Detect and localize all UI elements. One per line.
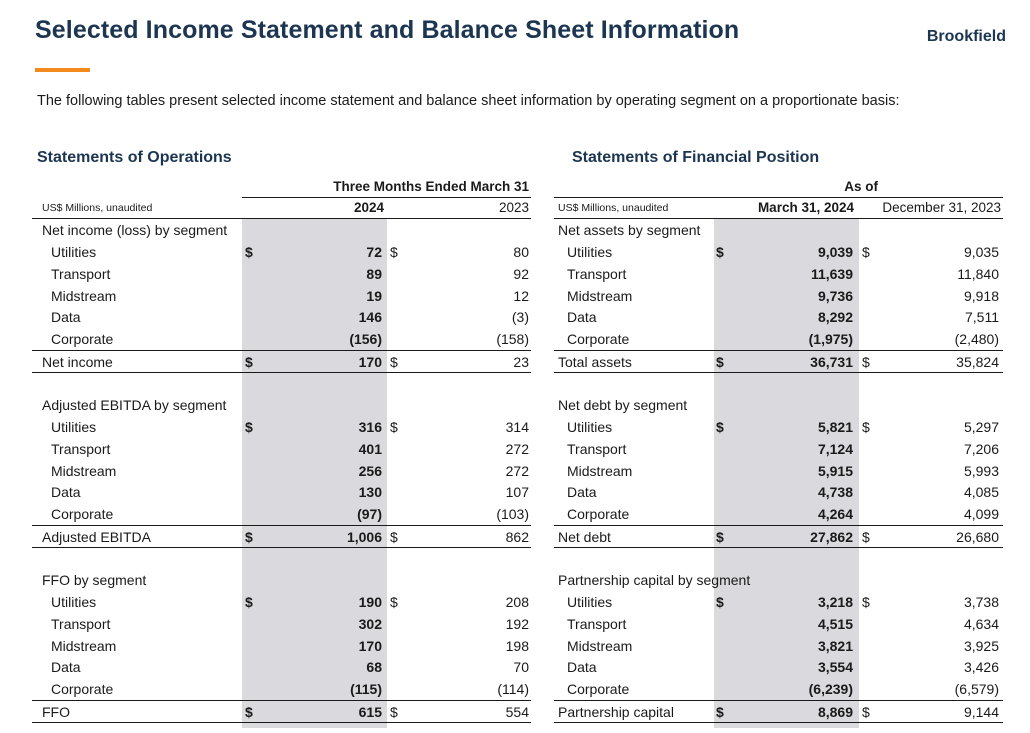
table-row [32,416,531,438]
table-row [554,460,1003,482]
value-current: 7,124 [817,440,853,457]
value-prior: 314 [505,419,529,435]
table-row [32,241,531,263]
value-prior: 192 [505,615,529,632]
table-row [32,678,531,700]
value-current: 316 [358,419,382,435]
row-label: Utilities [51,419,97,435]
row-label: Midstream [51,287,117,304]
currency-symbol: $ [862,354,870,370]
intro-text: The following tables present selected income statement and balance sheet information by operating segment on a proportionate basis: [37,93,900,109]
value-prior: 26,680 [956,529,999,545]
row-label: Data [51,659,81,676]
row-label: Net income [42,354,113,370]
value-current: 68 [366,659,382,676]
value-prior: (114) [497,681,529,698]
row-label: Net debt [558,529,611,545]
value-current: 190 [358,594,382,610]
currency-symbol: $ [390,244,398,260]
table-row [32,306,531,328]
row-label: Transport [51,615,111,632]
value-current: (6,239) [808,681,853,698]
row-label: Corporate [567,506,630,523]
section-header [32,569,531,591]
total-row [32,700,531,723]
value-current: 89 [366,265,382,282]
row-label: Partnership capital by segment [558,572,751,588]
value-prior: 12 [513,287,529,304]
table-row [32,285,531,307]
row-label: Transport [567,615,627,632]
value-current: 11,639 [810,265,853,282]
value-prior: (103) [496,506,529,523]
value-current: 5,821 [817,419,853,435]
row-label: Data [567,484,597,501]
row-label: Partnership capital [558,704,674,720]
value-current: 401 [358,440,382,457]
section-header [32,219,531,241]
section-header [554,569,1003,591]
value-prior: 107 [505,484,529,501]
brand-logo: Brookfield [926,28,1006,45]
value-prior: 5,297 [963,419,999,435]
table-row [554,591,1003,613]
row-label: Corporate [51,331,114,348]
currency-symbol: $ [716,704,724,720]
value-current: 302 [358,615,382,632]
header-rule [242,197,531,198]
currency-symbol: $ [390,419,398,435]
table-row [32,481,531,503]
value-prior: (158) [496,331,529,348]
row-label: Transport [567,440,627,457]
row-label: Midstream [567,637,633,654]
table-row [554,635,1003,657]
table-row [32,591,531,613]
value-prior: 4,085 [963,484,999,501]
accent-bar [35,68,90,72]
currency-symbol: $ [390,529,398,545]
value-prior: 11,840 [957,265,999,282]
value-prior: 7,206 [963,440,999,457]
currency-symbol: $ [245,529,253,545]
table-row [554,285,1003,307]
value-prior: 4,099 [963,506,999,523]
value-prior: 3,738 [963,594,999,610]
currency-symbol: $ [245,419,253,435]
total-row [554,525,1003,548]
value-prior: 272 [505,440,529,457]
value-prior: (2,480) [954,331,999,348]
row-label: Corporate [51,506,114,523]
value-current: 3,554 [817,659,853,676]
currency-symbol: $ [245,244,253,260]
value-prior: (3) [511,309,529,326]
table-row [32,503,531,525]
currency-symbol: $ [716,354,724,370]
row-label: Net debt by segment [558,397,688,413]
units-label: US$ Millions, unaudited [558,202,669,214]
value-current: 1,006 [346,529,382,545]
currency-symbol: $ [716,419,724,435]
value-current: 170 [358,354,382,370]
units-label: US$ Millions, unaudited [42,202,153,214]
currency-symbol: $ [716,529,724,545]
value-prior: 80 [513,244,529,260]
value-current: 72 [366,244,382,260]
value-prior: 92 [513,265,529,282]
operations-title: Statements of Operations [37,149,232,166]
value-prior: 35,824 [956,354,999,370]
total-row [554,700,1003,723]
value-current: 9,039 [817,244,853,260]
column-header-prior: December 31, 2023 [882,200,1001,215]
row-label: Utilities [567,419,613,435]
row-label: Corporate [567,681,630,698]
value-current: 5,915 [817,462,853,479]
currency-symbol: $ [390,704,398,720]
value-current: 130 [358,484,382,501]
row-label: Corporate [567,331,630,348]
table-row [554,438,1003,460]
row-label: Transport [51,440,111,457]
value-current: 27,862 [810,529,853,545]
value-current: 8,292 [817,309,853,326]
value-prior: 9,144 [963,704,999,720]
position-title: Statements of Financial Position [572,149,820,166]
row-label: Midstream [567,287,633,304]
column-header-prior: 2023 [498,200,529,215]
value-current: (156) [349,331,382,348]
financial-position-table [554,178,1003,728]
value-current: 4,515 [817,615,853,632]
row-label: Net assets by segment [558,222,701,238]
row-label: Total assets [558,354,632,370]
table-row [554,241,1003,263]
value-prior: 4,634 [963,615,999,632]
table-row [554,678,1003,700]
value-prior: 23 [513,354,529,370]
table-row [32,328,531,350]
row-label: Data [567,659,597,676]
table-row [32,656,531,678]
currency-symbol: $ [716,244,724,260]
value-current: 19 [366,287,382,304]
currency-symbol: $ [862,594,870,610]
value-prior: 272 [505,462,529,479]
row-label: Adjusted EBITDA by segment [42,397,227,413]
value-prior: 3,426 [963,659,999,676]
table-row [32,635,531,657]
row-label: Utilities [567,244,613,260]
currency-symbol: $ [390,594,398,610]
currency-symbol: $ [862,419,870,435]
currency-symbol: $ [862,704,870,720]
table-row [554,656,1003,678]
currency-symbol: $ [245,594,253,610]
row-label: Midstream [51,462,117,479]
value-prior: 9,035 [963,244,999,260]
row-label: Transport [567,265,627,282]
currency-symbol: $ [245,704,253,720]
table-row [554,306,1003,328]
value-current: 256 [358,462,382,479]
table-row [32,460,531,482]
currency-symbol: $ [245,354,253,370]
column-header-current: March 31, 2024 [757,200,854,215]
table-row [554,503,1003,525]
header-rule [554,197,1003,198]
value-current: 4,738 [817,484,853,501]
section-header [554,219,1003,241]
table-row [32,613,531,635]
total-row [32,350,531,373]
page-title: Selected Income Statement and Balance Sheet Information [35,16,740,44]
row-label: Utilities [51,244,97,260]
section-header [32,394,531,416]
currency-symbol: $ [390,354,398,370]
currency-symbol: $ [862,529,870,545]
currency-symbol: $ [862,244,870,260]
table-row [554,263,1003,285]
row-label: Utilities [567,594,613,610]
value-current: 9,736 [817,287,853,304]
table-row [32,438,531,460]
value-current: 4,264 [817,506,853,523]
row-label: FFO by segment [42,572,147,588]
column-header-current: 2024 [353,200,384,215]
value-current: 615 [358,704,382,720]
row-label: Data [51,309,81,326]
row-label: Transport [51,265,111,282]
value-prior: 198 [505,637,529,654]
row-label: Midstream [51,637,117,654]
value-prior: 554 [505,704,529,720]
period-header: As of [844,179,878,194]
value-prior: 3,925 [963,637,999,654]
period-header: Three Months Ended March 31 [333,179,529,194]
row-label: FFO [42,704,70,720]
table-row [554,613,1003,635]
row-label: Adjusted EBITDA [42,529,151,545]
total-row [32,525,531,548]
value-current: (115) [350,681,382,698]
value-current: 8,869 [817,704,853,720]
value-current: 3,218 [817,594,853,610]
value-current: 36,731 [810,354,853,370]
value-current: (1,975) [808,331,853,348]
value-prior: 9,918 [963,287,999,304]
table-row [554,328,1003,350]
table-row [32,263,531,285]
value-prior: 7,511 [965,309,999,326]
currency-symbol: $ [716,594,724,610]
value-current: 3,821 [817,637,853,654]
section-header [554,394,1003,416]
value-current: (97) [357,506,382,523]
total-row [554,350,1003,373]
row-label: Data [51,484,81,501]
row-label: Net income (loss) by segment [42,222,228,238]
table-row [554,416,1003,438]
value-current: 170 [358,637,382,654]
value-prior: 862 [505,529,529,545]
value-prior: 70 [513,659,529,676]
value-prior: 5,993 [963,462,999,479]
table-row [554,481,1003,503]
operations-table [32,178,531,728]
row-label: Corporate [51,681,114,698]
row-label: Data [567,309,597,326]
value-prior: (6,579) [954,681,999,698]
value-current: 146 [358,309,382,326]
value-prior: 208 [505,594,529,610]
row-label: Midstream [567,462,633,479]
row-label: Utilities [51,594,97,610]
